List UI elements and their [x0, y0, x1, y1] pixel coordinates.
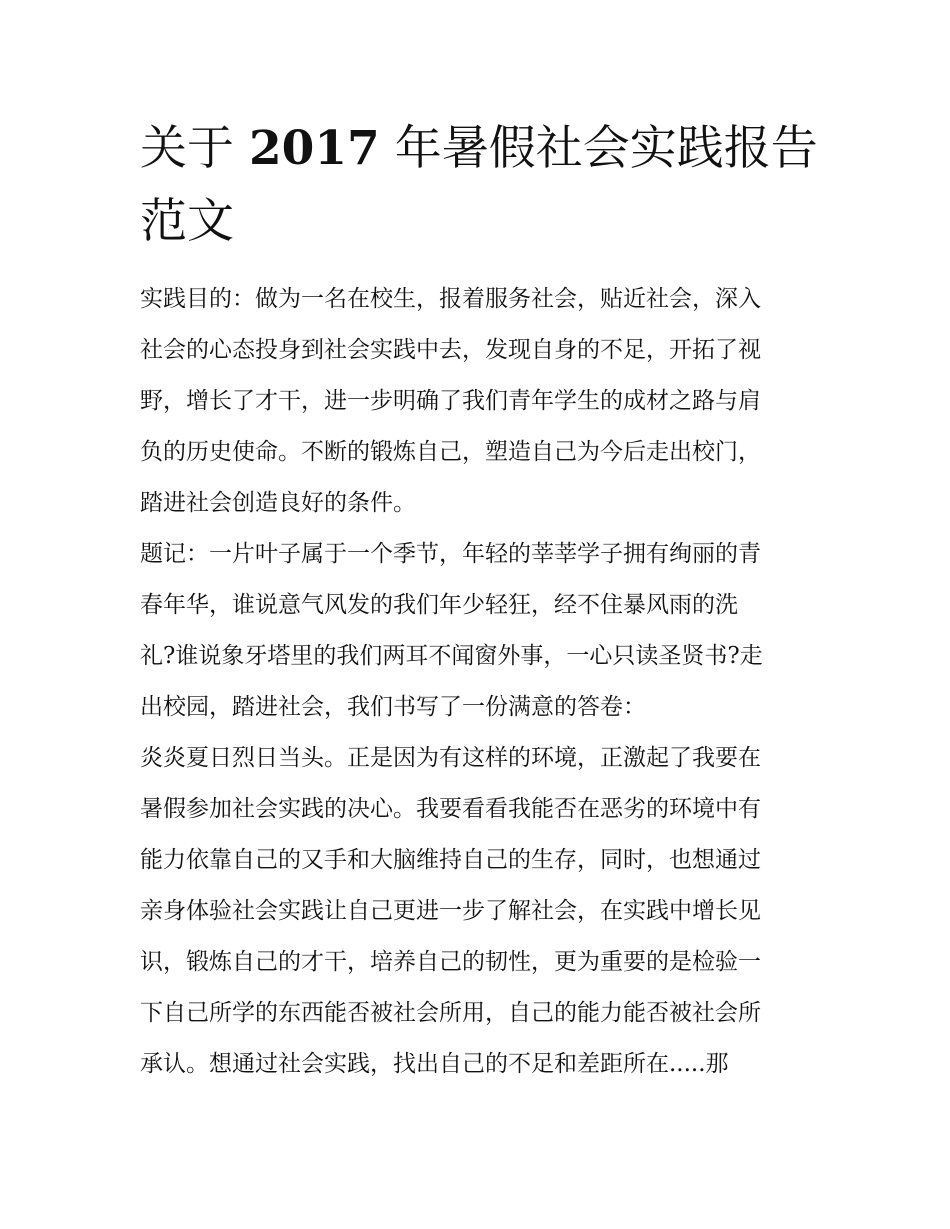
body-line: 暑假参加社会实践的决心。我要看看我能否在恶劣的环境中有: [140, 796, 761, 822]
title-line-1: [140, 112, 820, 185]
body-line: 踏进社会创造良好的条件。: [140, 490, 416, 516]
body-line: 春年华，谁说意气风发的我们年少轻狂，经不住暴风雨的洗: [140, 592, 738, 618]
body-line: 下自己所学的东西能否被社会所用，自己的能力能否被社会所: [140, 1000, 761, 1026]
title-prefix: 关于: [140, 121, 249, 176]
body-line: 炎炎夏日烈日当头。正是因为有这样的环境，正激起了我要在: [140, 745, 761, 771]
body-line: 出校园，踏进社会，我们书写了一份满意的答卷：: [140, 694, 646, 720]
body-line: 题记：一片叶子属于一个季节，年轻的莘莘学子拥有绚丽的青: [140, 541, 761, 567]
body-line: 礼?谁说象牙塔里的我们两耳不闻窗外事，一心只读圣贤书?走: [140, 643, 763, 669]
body-line: 识，锻炼自己的才干，培养自己的韧性，更为重要的是检验一: [140, 949, 761, 975]
title-suffix: 年暑假社会实践报告: [379, 121, 818, 176]
document-body: [140, 274, 820, 1090]
title-line-2: 范文: [140, 194, 234, 249]
body-line: 亲身体验社会实践让自己更进一步了解社会，在实践中增长见: [140, 898, 761, 924]
body-line: 能力依靠自己的又手和大脑维持自己的生存，同时，也想通过: [140, 847, 761, 873]
body-line: 负的历史使命。不断的锻炼自己，塑造自己为今后走出校门，: [140, 439, 761, 465]
title-year: 2017: [248, 121, 380, 176]
body-line: 野，增长了才干，进一步明确了我们青年学生的成材之路与肩: [140, 388, 761, 414]
body-line: 承认。想通过社会实践，找出自己的不足和差距所在.....那: [140, 1051, 729, 1077]
document-title: [140, 112, 820, 258]
body-line: 社会的心态投身到社会实践中去，发现自身的不足，开拓了视: [140, 337, 761, 363]
body-line: 实践目的：做为一名在校生，报着服务社会，贴近社会，深入: [140, 286, 761, 312]
